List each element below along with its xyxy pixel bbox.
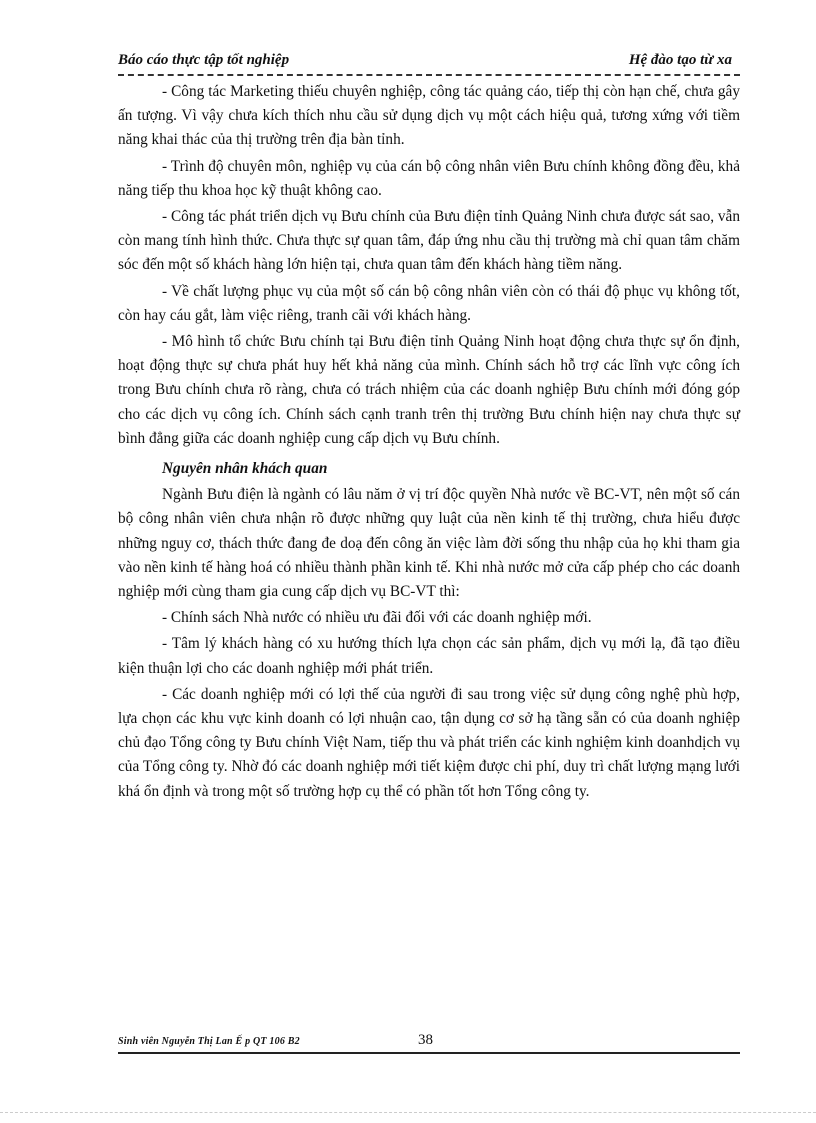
paragraph-customer-psychology: - Tâm lý khách hàng có xu hướng thích lựa chọn các sản phẩm, dịch vụ mới lạ, đã tạo điều kiện thuận lợi cho các doanh nghiệp mới phát triển. bbox=[118, 635, 740, 677]
header-program: Hệ đào tạo từ xa bbox=[628, 52, 732, 68]
header-report-title: Báo cáo thực tập tốt nghiệp bbox=[118, 52, 290, 68]
footer-student-info: Sinh viên Nguyễn Thị Lan Ế p QT 106 B2 bbox=[118, 1036, 300, 1047]
paragraph-state-policy: - Chính sách Nhà nước có nhiều ưu đãi đối với các doanh nghiệp mới. bbox=[162, 609, 592, 627]
paragraph-staff-skills: - Trình độ chuyên môn, nghiệp vụ của cán bộ công nhân viên Bưu chính không đồng đều, khả năng tiếp thu khoa học kỹ thuật không cao. bbox=[118, 157, 740, 199]
paragraph-new-entrants-advantage: - Các doanh nghiệp mới có lợi thế của người đi sau trong việc sử dụng công nghệ phù hợp, lựa chọn các khu vực kinh doanh có lợi nhuận cao, tận dụng cơ sở hạ tầng sẵn có của doanh nghiệp chủ đạo Tổng công ty Bưu chính Việt Nam, tiếp thu và phát triển các kinh nghiệm kinh doanhdịch vụ của Tổng công ty. Nhờ đó các doanh nghiệp mới tiết kiệm được chi phí, duy trì chất lượng mạng lưới khá ổn định và trong một số trường hợp cụ thể có phần tốt hơn Tổng công ty. bbox=[118, 685, 740, 800]
page-footer bbox=[118, 1034, 740, 1054]
page-number: 38 bbox=[418, 1032, 433, 1048]
paragraph-organization-model: - Mô hình tổ chức Bưu chính tại Bưu điện tỉnh Quảng Ninh hoạt động chưa thực sự ổn định, hoạt động thực sự chưa phát huy hết khả năng của mình. Chính sách hỗ trợ các lĩnh vực công ích trong Bưu chính chưa rõ ràng, chưa có trách nhiệm của các doanh nghiệp Bưu chính mới đóng góp cho các dịch vụ công ích. Chính sách cạnh tranh trên thị trường Bưu chính hiện nay chưa thực sự bình đẳng giữa các doanh nghiệp cung cấp dịch vụ Bưu chính. bbox=[118, 333, 740, 447]
paragraph-industry-context: Ngành Bưu điện là ngành có lâu năm ở vị trí độc quyền Nhà nước về BC-VT, nên một số cán bộ công nhân viên chưa nhận rõ được những quy luật của nền kinh tế thị trường, chưa hiểu được những nguy cơ, thách thức đang đe doạ đến công ăn việc làm đời sống thu nhập của họ khi tham gia vào nền kinh tế hàng hoá có nhiều thành phần kinh tế. Khi nhà nước mở cửa cấp phép cho các doanh nghiệp mới cùng tham gia cung cấp dịch vụ BC-VT thì: bbox=[118, 486, 740, 601]
section-heading-objective-causes: Nguyên nhân khách quan bbox=[162, 460, 328, 478]
page-header bbox=[118, 52, 740, 76]
document-body bbox=[118, 80, 740, 806]
paragraph-service-development: - Công tác phát triển dịch vụ Bưu chính của Bưu điện tỉnh Quảng Ninh chưa được sát sao, vẫn còn mang tính hình thức. Chưa thực sự quan tâm, đáp ứng nhu cầu thị trường mà chỉ quan tâm chăm sóc đến một số khách hàng lớn hiện tại, chưa quan tâm đến khách hàng tiềm năng. bbox=[118, 208, 740, 274]
page-edge-divider bbox=[0, 1112, 816, 1113]
paragraph-service-quality: - Về chất lượng phục vụ của một số cán bộ công nhân viên còn có thái độ phục vụ không tốt, còn hay cáu gắt, làm việc riêng, tranh cãi với khách hàng. bbox=[118, 282, 740, 324]
paragraph-marketing: - Công tác Marketing thiếu chuyên nghiệp, công tác quảng cáo, tiếp thị còn hạn chế, chưa gây ấn tượng. Vì vậy chưa kích thích nhu cầu sử dụng dịch vụ một cách hiệu quả, tương xứng với tiềm năng khai thác của thị trường trên địa bàn tỉnh. bbox=[118, 83, 740, 149]
